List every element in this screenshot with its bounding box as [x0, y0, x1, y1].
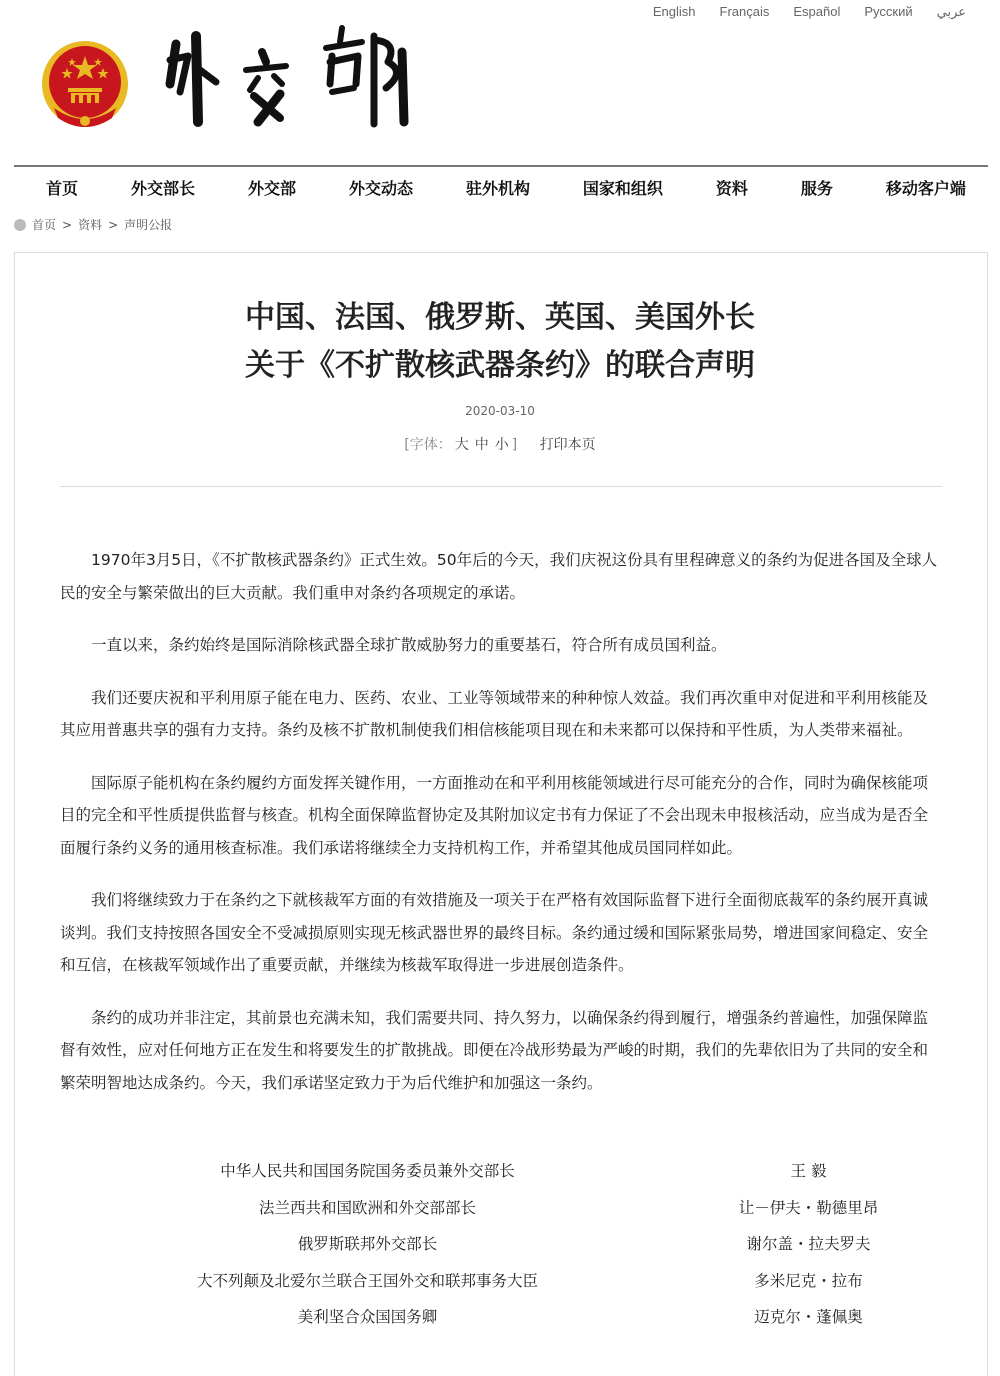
signatory-name: 谢尔盖・拉夫罗夫	[746, 1235, 871, 1254]
lang-link-spanish[interactable]: Español	[793, 4, 841, 19]
language-bar	[641, 4, 978, 20]
article-paragraph: 一直以来，条约始终是国际消除核武器全球扩散威胁努力的重要基石，符合所有成员国利益。	[91, 636, 727, 654]
article-body	[60, 544, 942, 1119]
nav-item-home[interactable]: 首页	[46, 178, 79, 198]
site-header	[40, 20, 460, 140]
main-nav	[14, 167, 988, 207]
nav-item-countries-organizations[interactable]: 国家和组织	[582, 178, 663, 198]
breadcrumb-home[interactable]: 首页	[32, 218, 57, 232]
nav-item-ministry[interactable]: 外交部	[247, 178, 296, 198]
signatory-row	[60, 1262, 942, 1299]
article-paragraph: 我们还要庆祝和平利用原子能在电力、医药、农业、工业等领域带来的种种惊人效益。我们再次重申对促进和平利用核能及其应用普惠共享的强有力支持。条约及核不扩散机制使我们相信核能项目现在和未来都可以保持和平性质，为人类带来福祉。	[60, 688, 929, 739]
nav-item-mobile-client[interactable]: 移动客户端	[885, 178, 966, 198]
signatory-name: 王 毅	[790, 1162, 827, 1181]
header-divider	[60, 486, 942, 487]
signatory-row	[60, 1225, 942, 1262]
signatories-list	[60, 1152, 942, 1335]
ministry-calligraphy-logo[interactable]	[162, 22, 422, 132]
font-small-button[interactable]: 小	[494, 437, 509, 453]
page-title	[0, 294, 1000, 390]
national-emblem-icon[interactable]	[40, 38, 130, 130]
print-page-button[interactable]: 打印本页	[539, 437, 596, 453]
font-size-toolbar	[0, 434, 1000, 454]
lang-link-french[interactable]: Français	[719, 4, 770, 19]
signatory-title: 俄罗斯联邦外交部长	[297, 1235, 438, 1254]
signatory-title: 中华人民共和国国务院国务委员兼外交部长	[220, 1162, 515, 1181]
signatory-title: 大不列颠及北爱尔兰联合王国外交和联邦事务大臣	[196, 1271, 538, 1290]
location-icon	[14, 219, 26, 231]
signatory-title: 法兰西共和国欧洲和外交部部长	[258, 1198, 476, 1217]
lang-link-russian[interactable]: Русский	[864, 4, 913, 19]
breadcrumb-separator: >	[62, 217, 73, 232]
title-line-2: 关于《不扩散核武器条约》的联合声明	[245, 348, 755, 383]
breadcrumb-documents[interactable]: 资料	[78, 218, 103, 232]
breadcrumb-statements[interactable]: 声明公报	[124, 218, 173, 232]
nav-item-documents[interactable]: 资料	[715, 178, 748, 198]
article-paragraph: 我们将继续致力于在条约之下就核裁军方面的有效措施及一项关于在严格有效国际监督下进行全面彻底裁军的条约展开真诚谈判。我们支持按照各国安全不受减损原则实现无核武器世界的最终目标。条约通过缓和国际紧张局势，增进国家间稳定、安全和互信，在核裁军领域作出了重要贡献，并继续为核裁军取得进一步进展创造条件。	[60, 891, 929, 974]
signatory-row	[60, 1152, 942, 1189]
font-large-button[interactable]: 大	[454, 437, 469, 453]
font-medium-button[interactable]: 中	[474, 437, 489, 453]
nav-item-services[interactable]: 服务	[800, 178, 833, 198]
article-paragraph: 国际原子能机构在条约履约方面发挥关键作用，一方面推动在和平利用核能领域进行尽可能充分的合作，同时为确保核能项目的完全和平性质提供监督与核查。机构全面保障监督协定及其附加议定书有力保证了不会出现未申报核活动，应当成为是否全面履行条约义务的通用核查标准。我们承诺将继续全力支持机构工作，并希望其他成员国同样如此。	[60, 773, 929, 857]
signatory-row	[60, 1298, 942, 1335]
publish-date: 2020-03-10	[465, 404, 535, 418]
signatory-row	[60, 1189, 942, 1226]
nav-item-missions-abroad[interactable]: 驻外机构	[465, 178, 530, 198]
article-paragraph: 1970年3月5日，《不扩散核武器条约》正式生效。50年后的今天，我们庆祝这份具有里程碑意义的条约为促进各国及全球人民的安全与繁荣做出的巨大贡献。我们重申对条约各项规定的承诺。	[60, 551, 938, 602]
nav-item-minister[interactable]: 外交部长	[130, 178, 195, 198]
title-line-1: 中国、法国、俄罗斯、英国、美国外长	[245, 300, 755, 335]
breadcrumb	[14, 216, 172, 233]
font-label-close: ]	[511, 437, 518, 453]
signatory-name: 多米尼克・拉布	[754, 1271, 863, 1290]
signatory-name: 迈克尔・蓬佩奥	[754, 1308, 863, 1327]
font-label: [字体：	[404, 437, 452, 453]
lang-link-arabic[interactable]: عربي	[936, 4, 966, 19]
signatory-title: 美利坚合众国国务卿	[297, 1308, 438, 1327]
article-paragraph: 条约的成功并非注定，其前景也充满未知，我们需要共同、持久努力，以确保条约得到履行，增强条约普遍性，加强保障监督有效性，应对任何地方正在发生和将要发生的扩散挑战。即便在冷战形势最为严峻的时期，我们的先辈依旧为了共同的安全和繁荣明智地达成条约。今天，我们承诺坚定致力于为后代维护和加强这一条约。	[60, 1008, 929, 1092]
nav-item-diplomatic-news[interactable]: 外交动态	[348, 178, 413, 198]
signatory-name: 让－伊夫・勒德里昂	[738, 1198, 879, 1217]
breadcrumb-separator: >	[108, 217, 119, 232]
lang-link-english[interactable]: English	[652, 4, 696, 19]
